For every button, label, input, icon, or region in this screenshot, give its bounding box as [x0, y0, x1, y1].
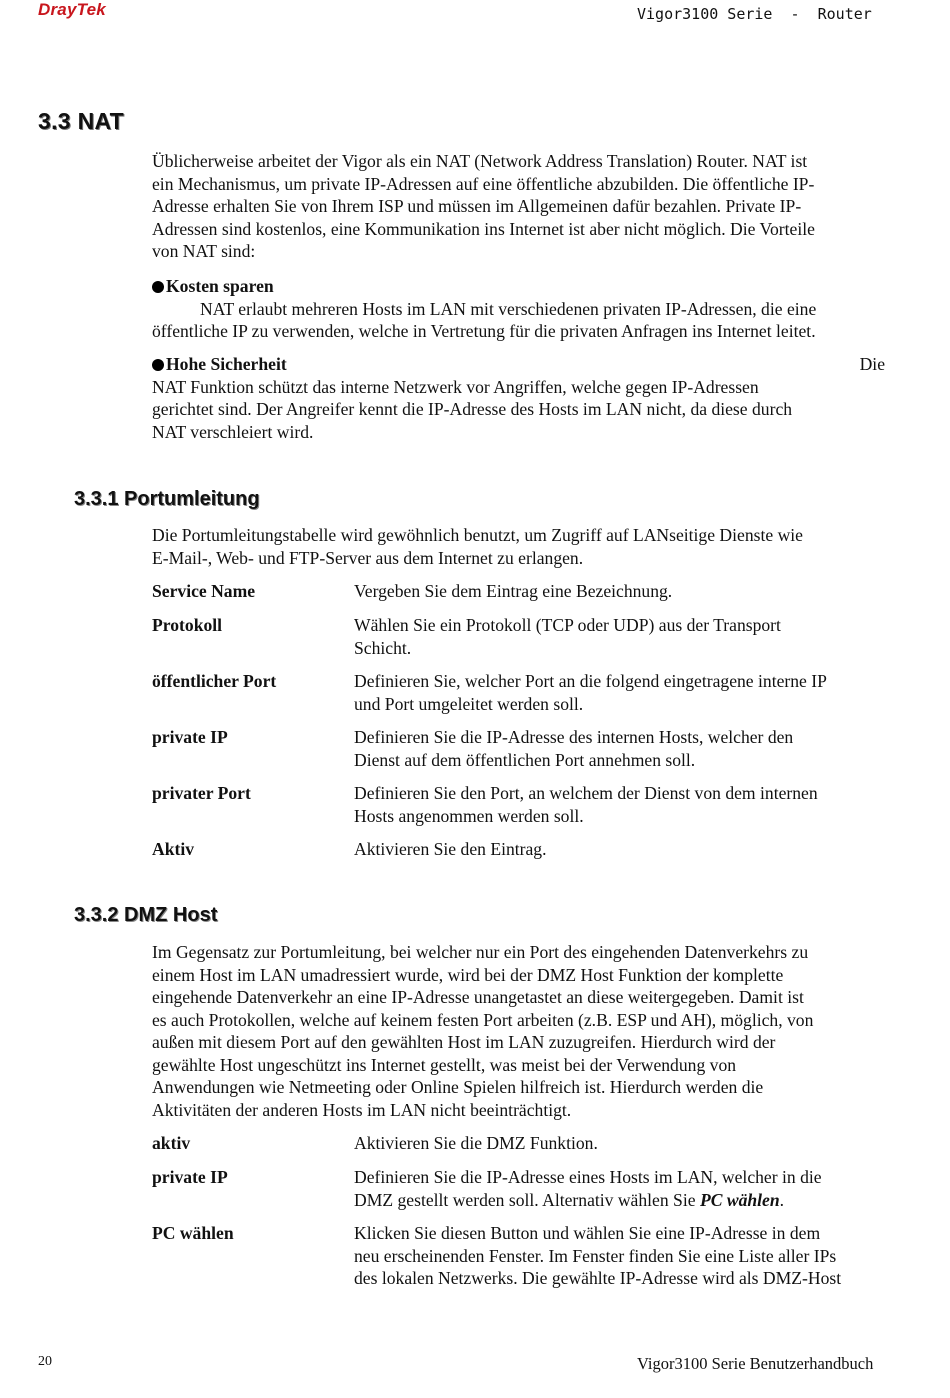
definition-term: Protokoll [152, 615, 223, 635]
nat-intro-line: Üblicherweise arbeitet der Vigor als ein NAT (Network Address Translation) Router. NAT ist [152, 151, 808, 171]
dmz-intro-line: außen mit diesem Port auf den gewählten Host im LAN zuzugreifen. Hierdurch wird der [152, 1032, 776, 1052]
dmz-intro-line: es auch Protokollen, welche auf keinem festen Port arbeiten (z.B. ESP und AH), möglich, von [152, 1009, 814, 1030]
definition-desc-line: Definieren Sie den Port, an welchem der Dienst von dem internen [354, 783, 818, 803]
definition-desc [354, 726, 899, 771]
bullet-dot-icon [152, 281, 164, 293]
dmz-intro-line: gewählte Host ungeschützt ins Internet gestellt, was meist bei der Verwendung von [152, 1054, 737, 1075]
section-heading-portumleitung: 3.3.1 Portumleitung [74, 488, 260, 510]
definition-term: Service Name [152, 581, 256, 601]
definition-term: aktiv [152, 1133, 191, 1153]
definition-desc-line: Klicken Sie diesen Button und wählen Sie eine IP-Adresse in dem [354, 1223, 821, 1243]
logo-dray: Dray [38, 0, 77, 19]
bullet-text-line: gerichtet sind. Der Angreifer kennt die IP-Adresse des Hosts im LAN nicht, da diese durch [152, 399, 793, 419]
definition-desc-line: Definieren Sie die IP-Adresse eines Hosts im LAN, welcher in die [354, 1167, 822, 1187]
bullet-title: Kosten sparen [166, 276, 274, 296]
definition-desc [354, 838, 899, 861]
dmz-intro-line: eingehende Datenverkehr an eine IP-Adresse unangetastet an diese weitergegeben. Damit ist [152, 987, 804, 1007]
definition-desc-line: Definieren Sie, welcher Port an die folgend eingetragene interne IP [354, 671, 827, 691]
definition-term: PC wählen [152, 1223, 234, 1243]
definition-desc-line: Aktivieren Sie die DMZ Funktion. [354, 1133, 598, 1153]
nat-intro-line: von NAT sind: [152, 241, 256, 261]
dmz-intro-paragraph [152, 941, 897, 1121]
definition-desc-line: des lokalen Netzwerks. Die gewählte IP-Adresse wird als DMZ-Host [354, 1268, 842, 1288]
definition-desc [354, 1132, 899, 1155]
definition-desc [354, 782, 899, 827]
definition-desc-line: neu erscheinenden Fenster. Im Fenster finden Sie eine Liste aller IPs [354, 1245, 837, 1266]
port-intro-line: Die Portumleitungstabelle wird gewöhnlich benutzt, um Zugriff auf LANseitige Dienste wie [152, 525, 803, 545]
nat-intro-line: Adresse erhalten Sie von Ihrem ISP und müssen im Allgemeinen dafür bezahlen. Private IP- [152, 196, 802, 216]
definition-desc [354, 1166, 899, 1211]
definition-desc [354, 1222, 899, 1290]
definition-desc [354, 670, 899, 715]
bullet-trailing-word: Die [859, 354, 885, 374]
definition-desc-line: Dienst auf dem öffentlichen Port annehmen soll. [354, 749, 696, 770]
definition-term: privater Port [152, 783, 251, 803]
port-intro-paragraph [152, 524, 897, 569]
bullet-text-line: NAT verschleiert wird. [152, 421, 314, 442]
draytek-logo [38, 0, 106, 20]
header-title: Vigor3100 Serie - Router [637, 5, 872, 23]
dmz-intro-line: Aktivitäten der anderen Hosts im LAN nicht beeinträchtigt. [152, 1099, 572, 1120]
definition-desc-line [354, 1189, 899, 1212]
section-heading-nat: 3.3 NAT [38, 108, 125, 134]
section-heading-dmz-host: 3.3.2 DMZ Host [74, 904, 218, 926]
desc-text: . [779, 1189, 785, 1210]
definition-term: öffentlicher Port [152, 671, 277, 691]
definition-desc [354, 614, 899, 659]
definition-desc-line: Aktivieren Sie den Eintrag. [354, 839, 547, 859]
nat-intro-paragraph [152, 150, 897, 263]
nat-intro-line: Adressen sind kostenlos, eine Kommunikation ins Internet ist aber nicht möglich. Die Vorteile [152, 218, 815, 239]
footer-title: Vigor3100 Serie Benutzerhandbuch [637, 1354, 874, 1373]
nat-intro-line: ein Mechanismus, um private IP-Adressen auf eine öffentliche abzubilden. Die öffentliche IP- [152, 173, 815, 194]
definition-desc-line: Wählen Sie ein Protokoll (TCP oder UDP) aus der Transport [354, 615, 781, 635]
bullet-text-line: NAT erlaubt mehreren Hosts im LAN mit verschiedenen privaten IP-Adressen, die eine [200, 298, 817, 319]
definition-term: Aktiv [152, 839, 195, 859]
logo-tek: Tek [76, 0, 106, 19]
definition-term: private IP [152, 1167, 228, 1187]
definition-desc-line: Vergeben Sie dem Eintrag eine Bezeichnung. [354, 581, 673, 601]
dmz-intro-line: Anwendungen wie Netmeeting oder Online Spielen hilfreich ist. Hierdurch werden die [152, 1077, 764, 1097]
desc-emphasis: PC wählen [699, 1189, 780, 1210]
bullet-text-line: NAT Funktion schützt das interne Netzwerk vor Angriffen, welche gegen IP-Adressen [152, 376, 759, 397]
bullet-text-line: öffentliche IP zu verwenden, welche in Vertretung für die privaten Anfragen ins Internet leitet. [152, 321, 816, 341]
dmz-intro-line: einem Host im LAN umadressiert wurde, wird bei der DMZ Host Funktion der komplette [152, 964, 784, 985]
dmz-intro-line: Im Gegensatz zur Portumleitung, bei welcher nur ein Port des eingehenden Datenverkehrs zu [152, 942, 809, 962]
bullet-dot-icon [152, 359, 164, 371]
definition-desc-line: und Port umgeleitet werden soll. [354, 693, 584, 714]
definition-desc [354, 580, 899, 603]
definition-term: private IP [152, 727, 228, 747]
bullet-kosten-sparen [152, 275, 897, 343]
definition-desc-line: Schicht. [354, 637, 412, 658]
page-number: 20 [38, 1354, 52, 1369]
definition-desc-line: Hosts angenommen werden soll. [354, 805, 584, 826]
definition-desc-line: Definieren Sie die IP-Adresse des internen Hosts, welcher den [354, 727, 794, 747]
bullet-hohe-sicherheit [152, 353, 897, 443]
port-intro-line: E-Mail-, Web- und FTP-Server aus dem Internet zu erlangen. [152, 547, 584, 568]
desc-text: DMZ gestellt werden soll. Alternativ wählen Sie [354, 1189, 700, 1210]
bullet-title: Hohe Sicherheit [166, 354, 287, 374]
